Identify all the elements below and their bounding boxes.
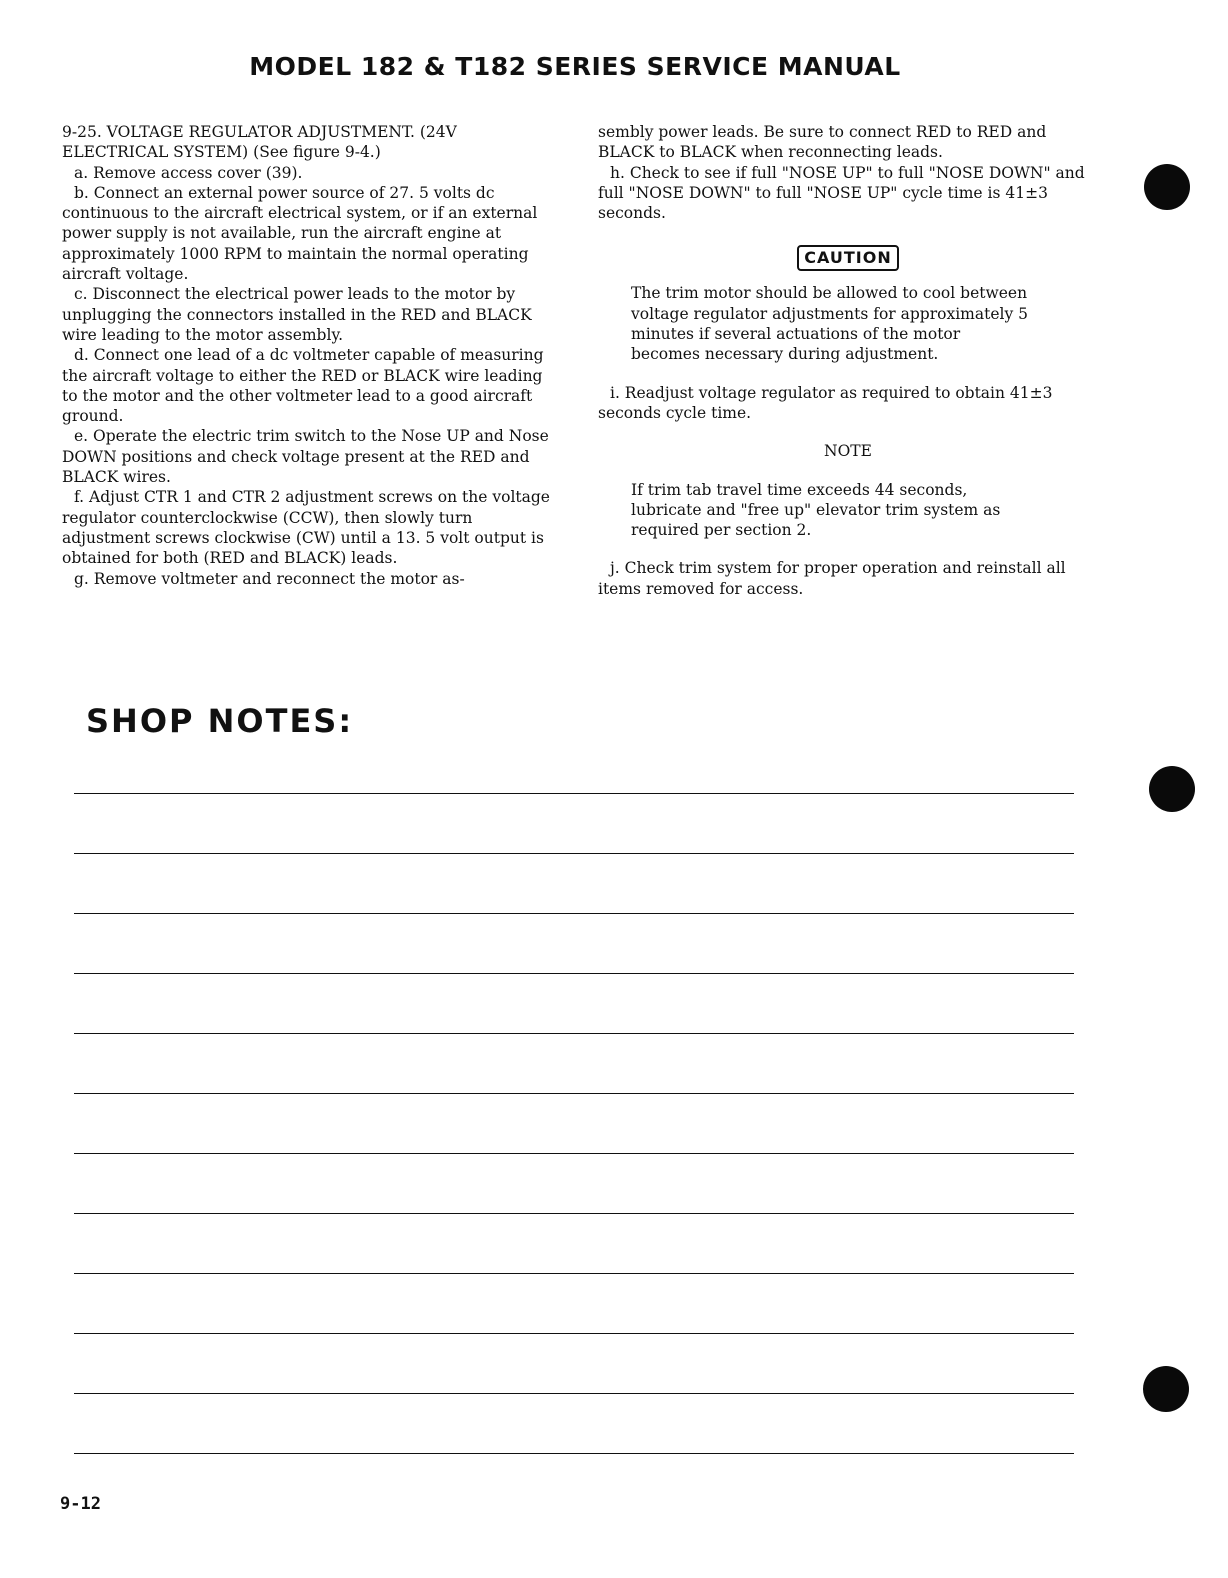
note-line: [74, 1333, 1074, 1334]
step-b: b. Connect an external power source of 27. 5 volts dc continuous to the aircraft electrical system, or if an external power supply is not available, run the aircraft engine at approximately 1000 RPM to maintain the normal operating aircraft voltage.: [62, 183, 538, 284]
note-line: [74, 973, 1074, 974]
section-heading-line2: ELECTRICAL SYSTEM) (See figure 9-4.): [62, 143, 381, 162]
left-column: [62, 122, 554, 589]
section-heading-line1: 9-25. VOLTAGE REGULATOR ADJUSTMENT. (24V: [62, 123, 457, 141]
step-h: h. Check to see if full "NOSE UP" to full "NOSE DOWN" and full "NOSE DOWN" to full "NOSE UP" cycle time is 41±3 seconds.: [598, 163, 1085, 223]
note-label: NOTE: [824, 442, 872, 461]
step-j: j. Check trim system for proper operation and reinstall all items removed for access.: [598, 559, 1066, 598]
binder-hole-icon: [1143, 1366, 1189, 1412]
note-line: [74, 1453, 1074, 1454]
caution-header: [598, 245, 1098, 271]
note-line: [74, 913, 1074, 914]
note-line: [74, 1033, 1074, 1034]
note-line: [74, 1273, 1074, 1274]
step-c: c. Disconnect the electrical power leads to the motor by unplugging the connectors installed in the RED and BLACK wire leading to the motor assembly.: [62, 285, 532, 344]
step-i: i. Readjust voltage regulator as required to obtain 41±3 seconds cycle time.: [598, 383, 1053, 422]
caution-text: The trim motor should be allowed to cool between voltage regulator adjustments for approximately 5 minutes if several actuations of the motor becomes necessary during adjustment.: [631, 284, 1028, 364]
note-text: If trim tab travel time exceeds 44 seconds, lubricate and "free up" elevator trim system as required per section 2.: [631, 480, 1001, 540]
step-g: g. Remove voltmeter and reconnect the motor as-: [74, 569, 465, 588]
shop-notes-title: SHOP NOTES:: [86, 702, 354, 740]
note-line: [74, 1093, 1074, 1094]
note-line: [74, 1153, 1074, 1154]
note-line: [74, 1393, 1074, 1394]
page-title: MODEL 182 & T182 SERIES SERVICE MANUAL: [249, 52, 901, 81]
page-number: 9-12: [60, 1494, 101, 1514]
right-column: [598, 122, 1098, 599]
note-line: [74, 853, 1074, 854]
step-a: a. Remove access cover (39).: [74, 163, 303, 182]
caution-label: CAUTION: [797, 245, 898, 271]
binder-hole-icon: [1149, 766, 1195, 812]
note-line: [74, 793, 1074, 794]
binder-hole-icon: [1144, 164, 1190, 210]
step-g-continued: sembly power leads. Be sure to connect RED to RED and BLACK to BLACK when reconnecting leads.: [598, 123, 1047, 162]
note-line: [74, 1213, 1074, 1214]
step-d: d. Connect one lead of a dc voltmeter capable of measuring the aircraft voltage to either the RED or BLACK wire leading to the motor and the other voltmeter lead to a good aircraft ground.: [62, 346, 544, 426]
step-f: f. Adjust CTR 1 and CTR 2 adjustment screws on the voltage regulator counterclockwise (CCW), then slowly turn adjustment screws clockwise (CW) until a 13. 5 volt output is obtained for both (RED and BLACK) leads.: [62, 488, 550, 568]
step-e: e. Operate the electric trim switch to the Nose UP and Nose DOWN positions and check voltage present at the RED and BLACK wires.: [62, 427, 549, 487]
